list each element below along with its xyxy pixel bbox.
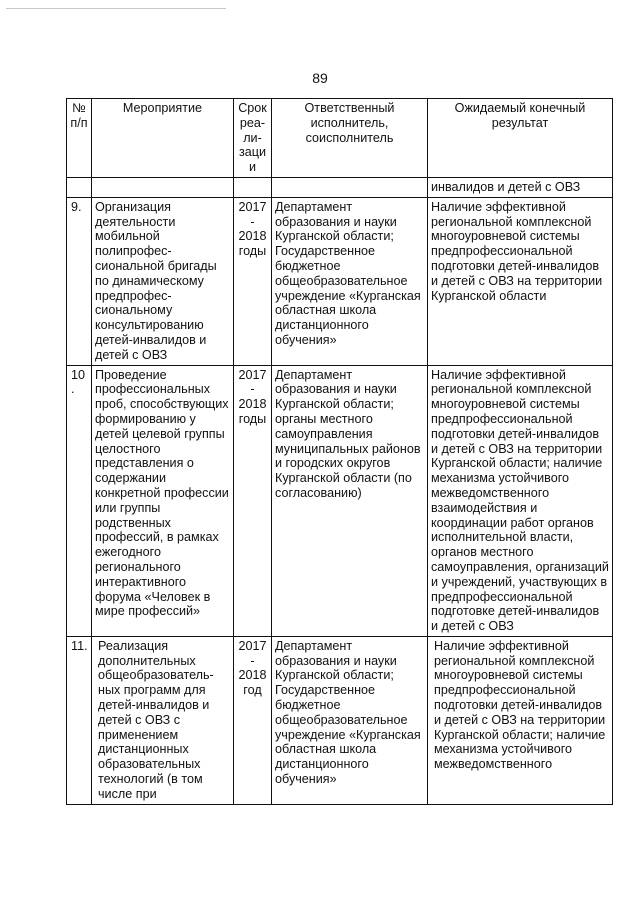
term-start: 2017 [238,638,267,653]
row-num: 10. [67,365,92,636]
continuation-row [67,177,613,197]
header-num: № п/п [67,99,92,178]
activities-table [66,98,613,805]
page-number: 89 [312,70,328,86]
term-end: 2018 [238,668,267,683]
row-responsible: Департамент образования и науки Курганской области; органы местного самоуправления муниципальных районов и городских округов Курганской области (по согласованию) [272,365,428,636]
term-unit: годы [238,411,267,426]
row-term [234,636,272,804]
header-activity: Мероприятие [92,99,234,178]
header-result: Ожидаемый конечный результат [428,99,613,178]
header-term: Срок реа-ли-зации [234,99,272,178]
row-num: 9. [67,197,92,365]
row-result: Наличие эффективной региональной комплексной многоуровневой системы предпрофессиональной подготовки детей-инвалидов и детей с ОВЗ на территории Курганской области; наличие механизма устойчивого межведомственного [428,636,613,804]
row-activity: Проведение профессиональных проб, способствующих формированию у детей целевой группы целостного представления о содержании конкретной профессии или группы родственных профессий, в рамках ежегодного регионального интерактивного форума «Человек в мире профессий» [92,365,234,636]
table-row [67,197,613,365]
row-responsible: Департамент образования и науки Курганской области; Государственное бюджетное общеобразовательное учреждение «Курганская областная школа дистанционного обучения» [272,636,428,804]
term-unit: год [243,683,262,698]
row-activity: Организация деятельности мобильной полипрофес-сиональной бригады по динамическому предпрофес-сиональному консультированию детей-инвалидов и детей с ОВЗ [92,197,234,365]
term-start: 2017 [238,199,267,214]
table-row [67,636,613,804]
term-end: 2018 [238,229,267,244]
term-unit: годы [238,244,267,259]
row-term [234,197,272,365]
row-result: Наличие эффективной региональной комплексной многоуровневой системы предпрофессиональной подготовки детей-инвалидов и детей с ОВЗ на территории Курганской области; наличие механизма устойчивого межведомственного взаимодействия и координации работ органов исполнительной власти, органов местного самоуправления, организаций и учреждений, участвующих в предпрофессиональной подготовке детей-инвалидов и детей с ОВЗ [428,365,613,636]
term-start: 2017 [238,367,267,382]
row-result: Наличие эффективной региональной комплексной многоуровневой системы предпрофессиональной подготовки детей-инвалидов и детей с ОВЗ на территории Курганской области [428,197,613,365]
row-num: 11. [67,636,92,804]
continuation-result: инвалидов и детей с ОВЗ [428,177,613,197]
term-dash: - [250,382,255,397]
table-header-row [67,99,613,178]
header-responsible: Ответственный исполнитель, соисполнитель [272,99,428,178]
term-end: 2018 [238,397,267,412]
scan-top-rule [6,8,226,9]
term-dash: - [250,214,255,229]
term-dash: - [250,653,255,668]
table-row [67,365,613,636]
row-responsible: Департамент образования и науки Курганской области; Государственное бюджетное общеобразовательное учреждение «Курганская областная школа дистанционного обучения» [272,197,428,365]
row-activity: Реализация дополнительных общеобразователь-ных программ для детей-инвалидов и детей с ОВЗ с применением дистанционных образовательных технологий (в том числе при [92,636,234,804]
row-term [234,365,272,636]
